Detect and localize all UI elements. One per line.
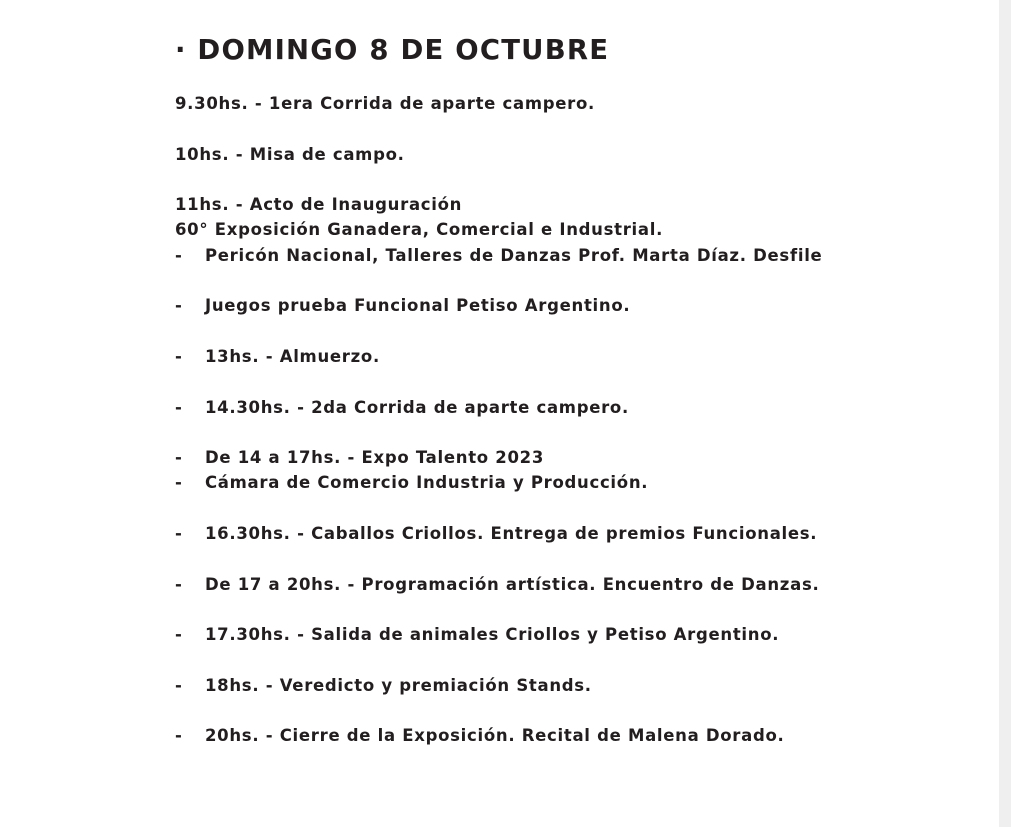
list-item: [175, 472, 648, 494]
list-item-text: 16.30hs. - Caballos Criollos. Entrega de premios Funcionales.: [205, 524, 818, 543]
bullet-marker: -: [175, 524, 183, 543]
list-item: [175, 245, 822, 267]
list-item-text: Juegos prueba Funcional Petiso Argentino.: [205, 296, 631, 315]
page-title: · DOMINGO 8 DE OCTUBRE: [175, 34, 610, 66]
list-item: [175, 675, 592, 697]
list-item-text: Cámara de Comercio Industria y Producción.: [205, 473, 649, 492]
list-item-text: 13hs. - Almuerzo.: [205, 347, 380, 366]
bullet-marker: -: [175, 398, 183, 417]
bullet-marker: -: [175, 726, 183, 745]
bullet-marker: -: [175, 676, 183, 695]
bullet-marker: -: [175, 347, 183, 366]
schedule-line: 11hs. - Acto de Inauguración: [175, 195, 463, 214]
list-item: [175, 574, 819, 596]
list-item: [175, 397, 629, 419]
bullet-marker: -: [175, 575, 183, 594]
list-item: [175, 523, 817, 545]
list-item: [175, 295, 630, 317]
schedule-line: 9.30hs. - 1era Corrida de aparte campero.: [175, 94, 595, 113]
bullet-marker: -: [175, 625, 183, 644]
schedule-line: 10hs. - Misa de campo.: [175, 145, 405, 164]
list-item-text: De 17 a 20hs. - Programación artística. Encuentro de Danzas.: [205, 575, 820, 594]
list-item: [175, 725, 785, 747]
bullet-marker: -: [175, 296, 183, 315]
bullet-marker: -: [175, 473, 183, 492]
list-item-text: Pericón Nacional, Talleres de Danzas Prof. Marta Díaz. Desfile: [205, 246, 823, 265]
list-item: [175, 624, 779, 646]
list-item-text: De 14 a 17hs. - Expo Talento 2023: [205, 448, 545, 467]
list-item-text: 20hs. - Cierre de la Exposición. Recital de Malena Dorado.: [205, 726, 785, 745]
list-item: [175, 447, 544, 469]
list-item: [175, 346, 380, 368]
list-item-text: 14.30hs. - 2da Corrida de aparte campero.: [205, 398, 629, 417]
list-item-text: 17.30hs. - Salida de animales Criollos y Petiso Argentino.: [205, 625, 780, 644]
schedule-line: 60° Exposición Ganadera, Comercial e Industrial.: [175, 220, 664, 239]
list-item-text: 18hs. - Veredicto y premiación Stands.: [205, 676, 592, 695]
bullet-marker: -: [175, 448, 183, 467]
scrollbar-track[interactable]: [999, 0, 1011, 827]
bullet-marker: -: [175, 246, 183, 265]
